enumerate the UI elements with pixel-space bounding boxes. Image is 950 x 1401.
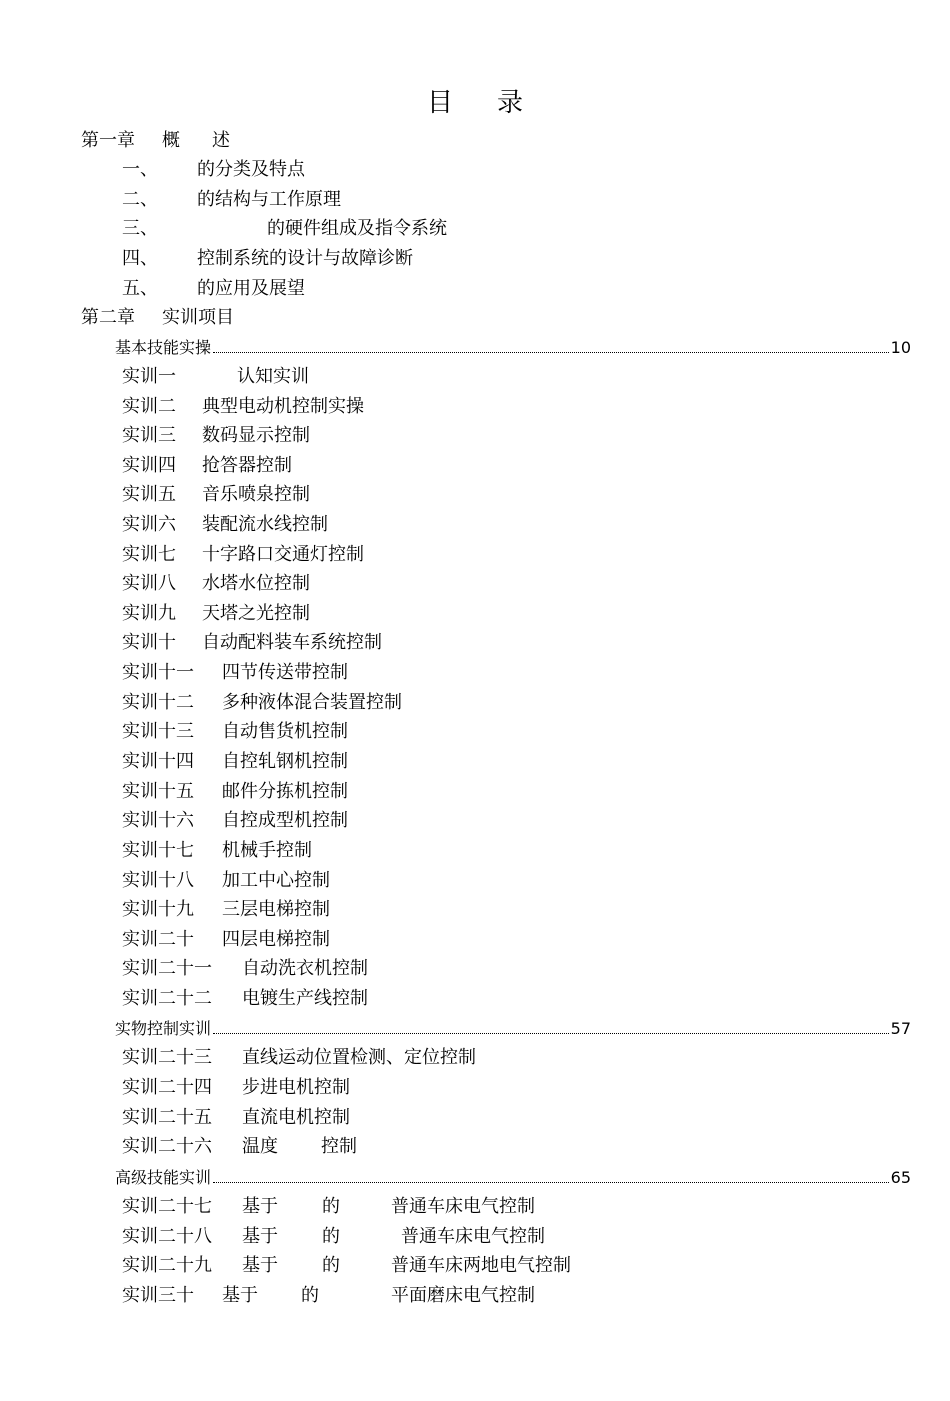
entry-number: 实训二十七 [122,1196,212,1217]
entry-title: 控制系统的设计与故障诊断 [197,248,413,269]
entry-title: 机械手控制 [222,840,312,861]
entry-number: 实训十六 [122,810,194,831]
entry-number: 实训四 [122,455,176,476]
entry-title: 基于 [242,1226,278,1247]
entry-number: 实训二十五 [122,1107,212,1128]
entry-number: 实训二十四 [122,1077,212,1098]
entry-title: 抢答器控制 [202,455,292,476]
dot-leader [213,335,889,353]
entry-title: 十字路口交通灯控制 [202,544,364,565]
chapter-title: 述 [212,130,230,151]
entry-number: 实训七 [122,544,176,565]
page-title-left: 目 [426,88,453,118]
entry-number: 实训三 [122,425,176,446]
entry-number: 实训五 [122,484,176,505]
section-page: 65 [890,1168,911,1187]
entry-title: 基于 [242,1196,278,1217]
entry-title: 自控轧钢机控制 [222,751,348,772]
entry-number: 实训十二 [122,692,194,713]
entry-number: 实训二十 [122,929,194,950]
page-title [0,82,950,119]
entry-title: 四节传送带控制 [222,662,348,683]
section-title: 高级技能实训 [115,1168,212,1187]
entry-number: 实训二十九 [122,1255,212,1276]
section-page: 10 [890,338,911,357]
entry-title: 自动洗衣机控制 [242,958,368,979]
entry-number: 实训二十三 [122,1047,212,1068]
entry-title: 数码显示控制 [202,425,310,446]
entry-number: 实训十三 [122,721,194,742]
section-title: 基本技能实操 [115,338,212,357]
entry-title: 自动配料装车系统控制 [202,632,382,653]
entry-title: 基于 [222,1285,258,1306]
section-physical[interactable] [115,1016,911,1042]
entry-title: 步进电机控制 [242,1077,350,1098]
entry-title: 多种液体混合装置控制 [222,692,402,713]
chapter-number: 第一章 [81,130,135,151]
entry-number: 实训十五 [122,781,194,802]
entry-number: 实训九 [122,603,176,624]
page-title-right: 录 [497,88,524,118]
entry-title: 自控成型机控制 [222,810,348,831]
entry-title: 的应用及展望 [197,278,305,299]
entry-title: 四层电梯控制 [222,929,330,950]
entry-number: 实训六 [122,514,176,535]
entry-title: 天塔之光控制 [202,603,310,624]
entry-title: 邮件分拣机控制 [222,781,348,802]
entry-title: 水塔水位控制 [202,573,310,594]
section-basic[interactable] [115,335,911,361]
section-page: 57 [890,1019,911,1038]
entry-number: 一、 [122,159,158,180]
entry-title: 控制 [321,1136,357,1157]
entry-title: 直线运动位置检测、定位控制 [242,1047,476,1068]
chapter-title: 实训项目 [162,307,234,328]
entry-title: 自动售货机控制 [222,721,348,742]
section-title: 实物控制实训 [115,1019,212,1038]
entry-number: 实训一 [122,366,176,387]
entry-title: 基于 [242,1255,278,1276]
entry-title: 的 [301,1285,319,1306]
entry-number: 实训二十八 [122,1226,212,1247]
entry-number: 实训二十六 [122,1136,212,1157]
entry-number: 实训二十一 [122,958,212,979]
entry-number: 实训十四 [122,751,194,772]
entry-number: 实训十七 [122,840,194,861]
entry-number: 实训二 [122,396,176,417]
entry-number: 实训十 [122,632,176,653]
chapter-title: 概 [162,130,180,151]
entry-title: 普通车床两地电气控制 [391,1255,571,1276]
entry-title: 电镀生产线控制 [242,988,368,1009]
entry-number: 三、 [122,218,158,239]
entry-title: 的结构与工作原理 [197,189,341,210]
entry-title: 典型电动机控制实操 [202,396,364,417]
entry-number: 实训二十二 [122,988,212,1009]
entry-title: 加工中心控制 [222,870,330,891]
entry-title: 普通车床电气控制 [391,1196,535,1217]
entry-title: 音乐喷泉控制 [202,484,310,505]
entry-title: 的 [322,1196,340,1217]
entry-number: 二、 [122,189,158,210]
dot-leader [213,1165,889,1183]
entry-title: 装配流水线控制 [202,514,328,535]
entry-title: 的 [322,1226,340,1247]
entry-number: 实训十九 [122,899,194,920]
entry-title: 三层电梯控制 [222,899,330,920]
entry-number: 实训三十 [122,1285,194,1306]
entry-title: 认知实训 [237,366,309,387]
entry-title: 直流电机控制 [242,1107,350,1128]
entry-title: 的硬件组成及指令系统 [267,218,447,239]
entry-number: 实训十一 [122,662,194,683]
entry-number: 五、 [122,278,158,299]
section-advanced[interactable] [115,1165,911,1191]
entry-number: 实训十八 [122,870,194,891]
entry-title: 平面磨床电气控制 [391,1285,535,1306]
entry-title: 温度 [242,1136,278,1157]
chapter-number: 第二章 [81,307,135,328]
entry-title: 的分类及特点 [197,159,305,180]
entry-title: 的 [322,1255,340,1276]
entry-number: 四、 [122,248,158,269]
entry-number: 实训八 [122,573,176,594]
entry-title: 普通车床电气控制 [401,1226,545,1247]
dot-leader [213,1016,889,1034]
